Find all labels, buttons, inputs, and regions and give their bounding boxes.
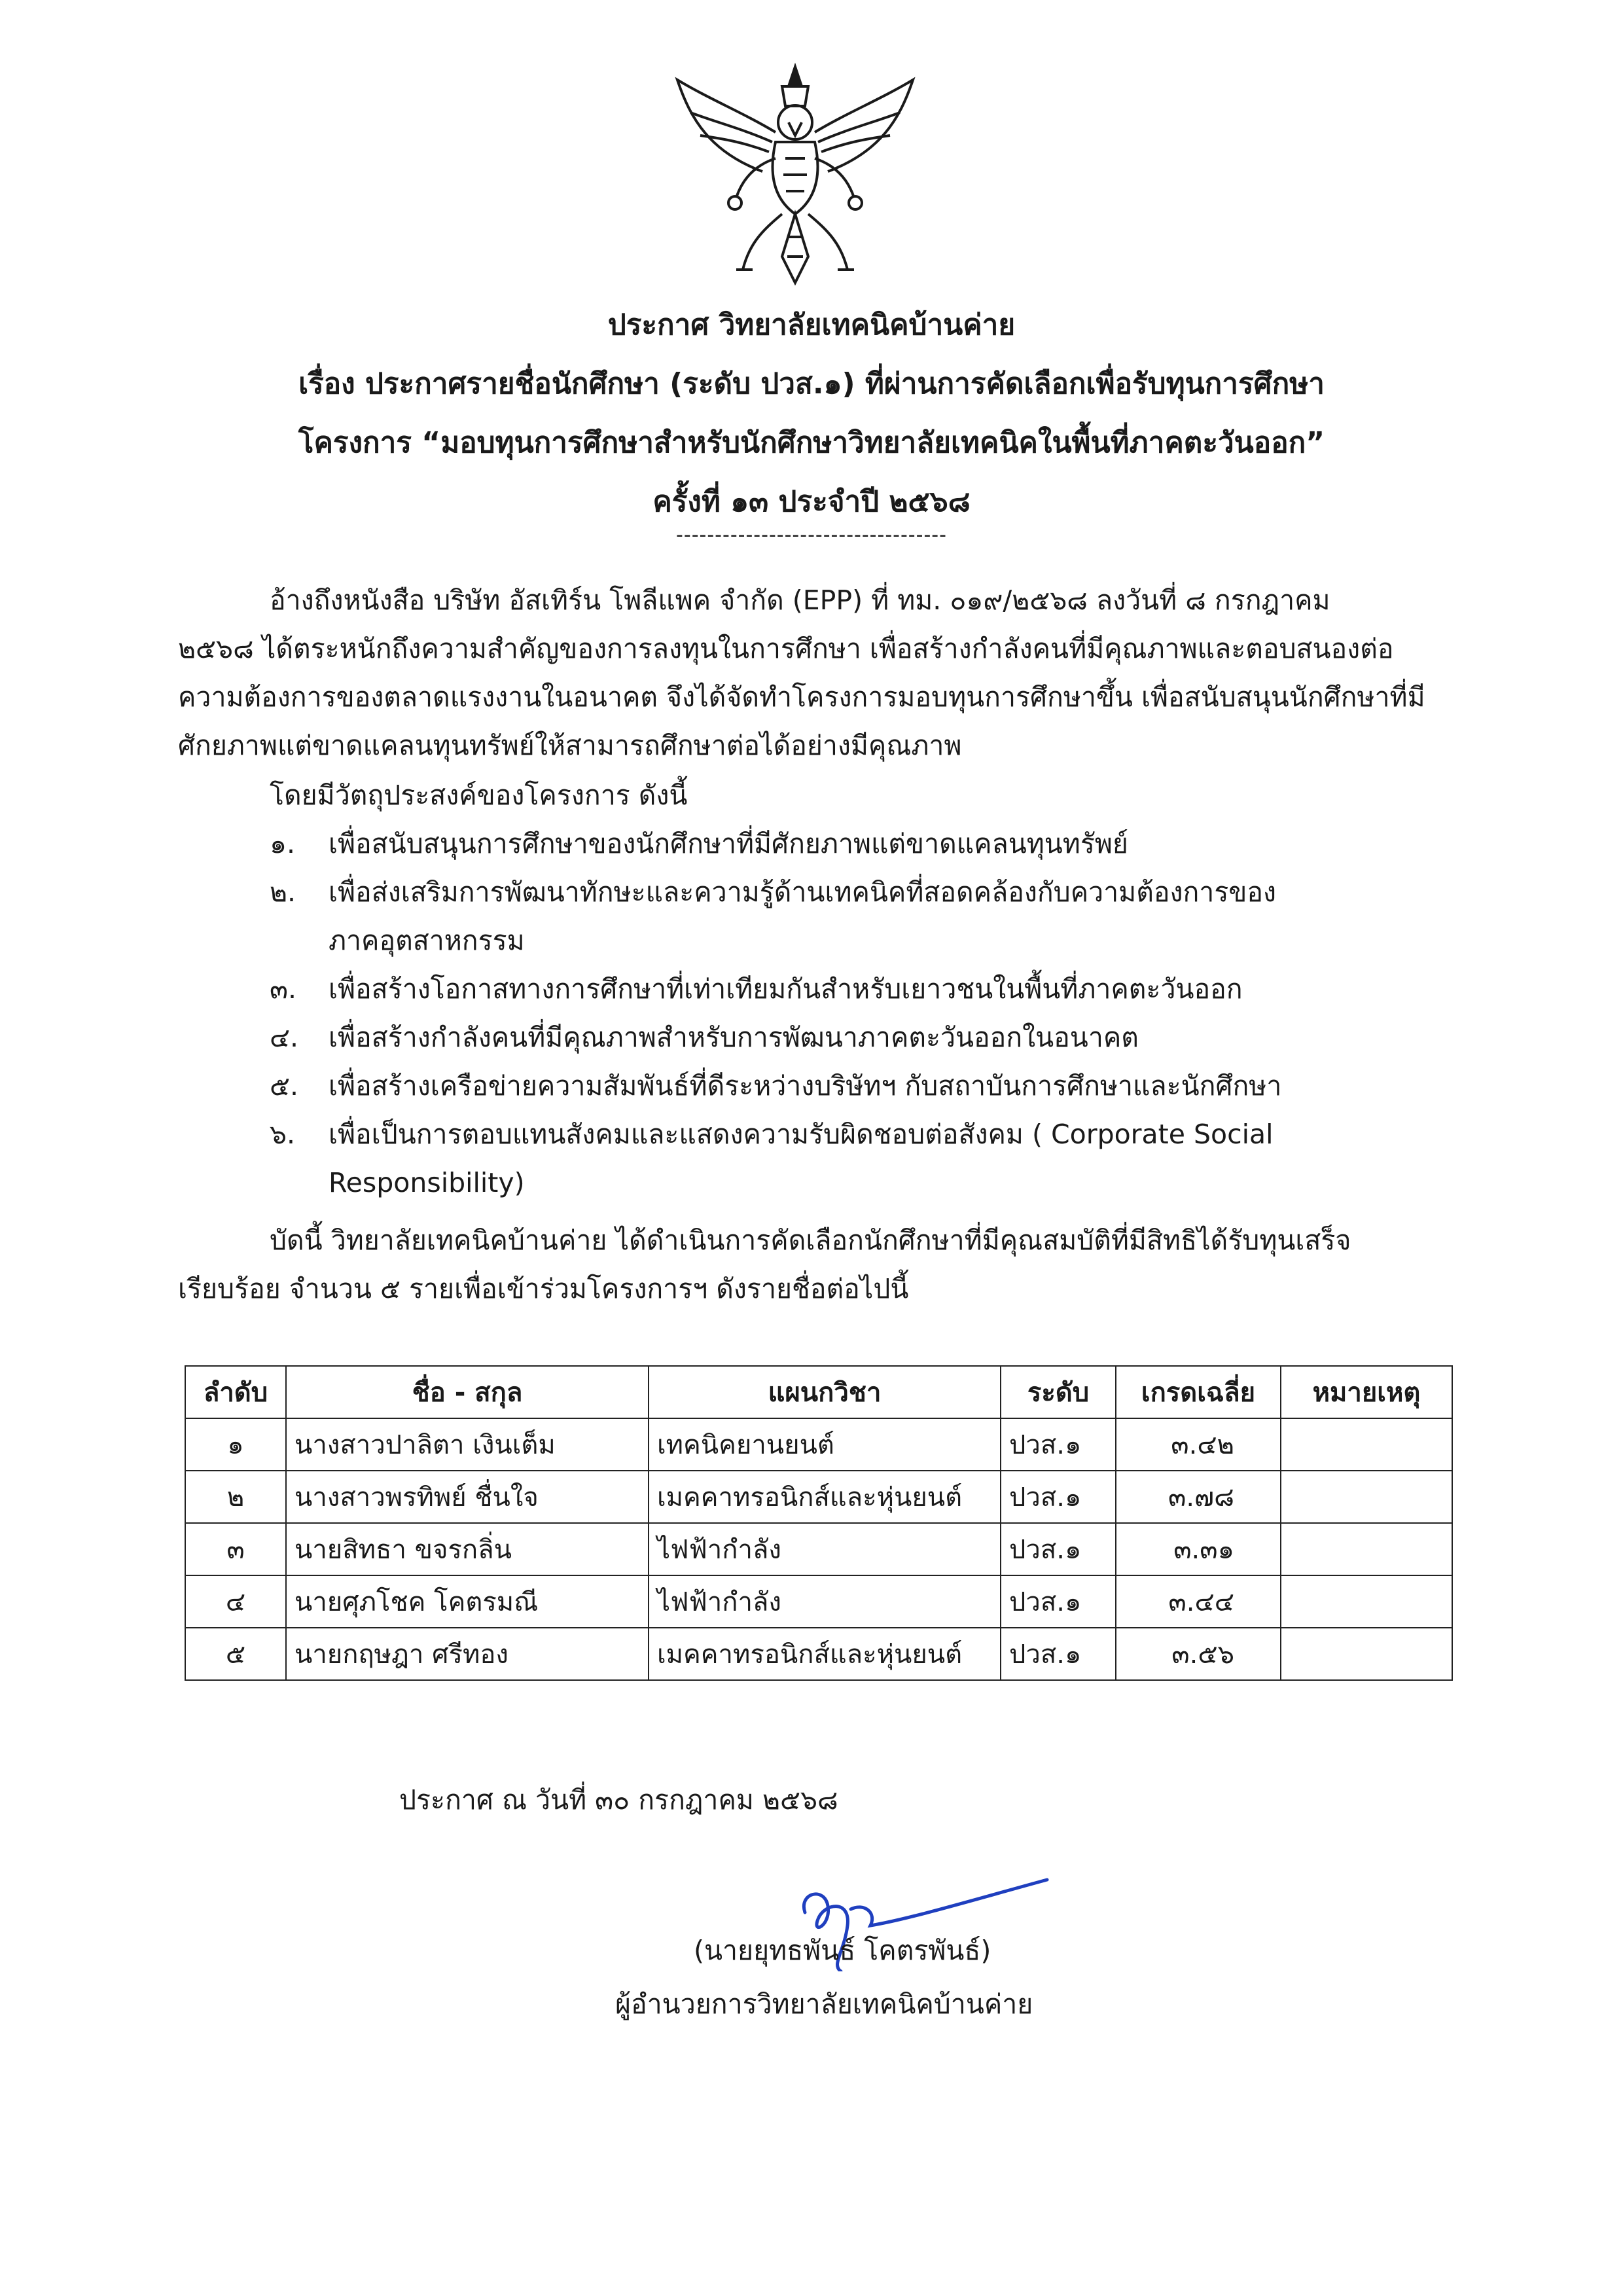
objective-continuation: ภาคอุตสาหกรรม [329, 925, 525, 956]
cell-name: นายกฤษฎา ศรีทอง [286, 1628, 649, 1680]
intro-line: ศักยภาพแต่ขาดแคลนทุนทรัพย์ให้สามารถศึกษาต่อได้อย่างมีคุณภาพ [178, 730, 962, 761]
objective-text: เพื่อเป็นการตอบแทนสังคมและแสดงความรับผิดชอบต่อสังคม ( Corporate Social [329, 1119, 1274, 1150]
scholarship-table [185, 1365, 1453, 1681]
cell-no: ๑ [185, 1418, 286, 1471]
header-level: ระดับ [1001, 1366, 1116, 1418]
objective-number: ๓. [270, 973, 297, 1005]
intro-line: ความต้องการของตลาดแรงงานในอนาคต จึงได้จัดทำโครงการมอบทุนการศึกษาขึ้น เพื่อสนับสนุนนักศึกษาที่มี [178, 681, 1425, 713]
announcement-title: ประกาศ วิทยาลัยเทคนิคบ้านค่าย [607, 308, 1016, 342]
objective-text: เพื่อสร้างกำลังคนที่มีคุณภาพสำหรับการพัฒนาภาคตะวันออกในอนาคต [329, 1022, 1139, 1053]
table-row [185, 1628, 1452, 1680]
objective-number: ๑. [270, 828, 296, 859]
cell-name: นางสาวปาลิตา เงินเต็ม [286, 1418, 649, 1471]
conclusion-line: บัดนี้ วิทยาลัยเทคนิคบ้านค่าย ได้ดำเนินการคัดเลือกนักศึกษาที่มีคุณสมบัติที่มีสิทธิได้รับทุนเสร็จ [270, 1225, 1351, 1256]
cell-name: นายสิทธา ขจรกลิ่น [286, 1523, 649, 1575]
cell-level: ปวส.๑ [1001, 1575, 1116, 1628]
table-row [185, 1471, 1452, 1523]
objective-number: ๒. [270, 876, 296, 908]
objective-number: ๔. [270, 1022, 299, 1053]
cell-gpa: ๓.๕๖ [1116, 1628, 1281, 1680]
header-no: ลำดับ [185, 1366, 286, 1418]
cell-note [1281, 1628, 1452, 1680]
cell-dept: ไฟฟ้ากำลัง [649, 1575, 1001, 1628]
header-note: หมายเหตุ [1281, 1366, 1452, 1418]
table-row [185, 1575, 1452, 1628]
cell-level: ปวส.๑ [1001, 1471, 1116, 1523]
garuda-emblem-icon [664, 60, 926, 296]
cell-dept: ไฟฟ้ากำลัง [649, 1523, 1001, 1575]
cell-no: ๓ [185, 1523, 286, 1575]
signer-title: ผู้อำนวยการวิทยาลัยเทคนิคบ้านค่าย [615, 1988, 1033, 2020]
cell-note [1281, 1523, 1452, 1575]
intro-line: อ้างถึงหนังสือ บริษัท อัสเทิร์น โพลีแพค จำกัด (EPP) ที่ ทม. ๐๑๙/๒๕๖๘ ลงวันที่ ๘ กรกฎาคม [270, 584, 1330, 616]
cell-name: นายศุภโชค โคตรมณี [286, 1575, 649, 1628]
conclusion-line: เรียบร้อย จำนวน ๕ รายเพื่อเข้าร่วมโครงการฯ ดังรายชื่อต่อไปนี้ [178, 1273, 909, 1304]
cell-gpa: ๓.๗๘ [1116, 1471, 1281, 1523]
cell-dept: เมคคาทรอนิกส์และหุ่นยนต์ [649, 1471, 1001, 1523]
cell-name: นางสาวพรทิพย์ ชื่นใจ [286, 1471, 649, 1523]
cell-level: ปวส.๑ [1001, 1418, 1116, 1471]
project-name: โครงการ “มอบทุนการศึกษาสำหรับนักศึกษาวิทยาลัยเทคนิคในพื้นที่ภาคตะวันออก” [298, 426, 1325, 459]
cell-level: ปวส.๑ [1001, 1628, 1116, 1680]
announcement-date: ประกาศ ณ วันที่ ๓๐ กรกฎาคม ๒๕๖๘ [399, 1784, 838, 1816]
intro-paragraph [178, 576, 1441, 770]
header-name: ชื่อ - สกุล [286, 1366, 649, 1418]
objective-number: ๕. [270, 1070, 299, 1102]
cell-no: ๒ [185, 1471, 286, 1523]
cell-gpa: ๓.๔๒ [1116, 1418, 1281, 1471]
objective-item [270, 819, 1128, 868]
objective-item [270, 965, 1243, 1013]
cell-gpa: ๓.๓๑ [1116, 1523, 1281, 1575]
intro-line: ๒๕๖๘ ได้ตระหนักถึงความสำคัญของการลงทุนในการศึกษา เพื่อสร้างกำลังคนที่มีคุณภาพและตอบสนองต่อ [178, 633, 1394, 664]
cell-level: ปวส.๑ [1001, 1523, 1116, 1575]
objective-item [270, 1013, 1139, 1062]
cell-no: ๔ [185, 1575, 286, 1628]
objective-text: เพื่อสร้างโอกาสทางการศึกษาที่เท่าเทียมกันสำหรับเยาวชนในพื้นที่ภาคตะวันออก [329, 973, 1243, 1005]
objective-number: ๖. [270, 1119, 296, 1150]
header-dept: แผนกวิชา [649, 1366, 1001, 1418]
objective-item [270, 1062, 1281, 1110]
objective-text: เพื่อสร้างเครือข่ายความสัมพันธ์ที่ดีระหว่างบริษัทฯ กับสถาบันการศึกษาและนักศึกษา [329, 1070, 1282, 1102]
cell-dept: เทคนิคยานยนต์ [649, 1418, 1001, 1471]
header-divider: ----------------------------------- [676, 524, 947, 547]
cell-note [1281, 1418, 1452, 1471]
objective-item [270, 868, 1276, 916]
objectives-intro: โดยมีวัตถุประสงค์ของโครงการ ดังนี้ [270, 780, 688, 811]
project-round: ครั้งที่ ๑๓ ประจำปี ๒๕๖๘ [652, 485, 971, 518]
cell-no: ๕ [185, 1628, 286, 1680]
cell-gpa: ๓.๔๔ [1116, 1575, 1281, 1628]
cell-dept: เมคคาทรอนิกส์และหุ่นยนต์ [649, 1628, 1001, 1680]
table-header-row [185, 1366, 1452, 1418]
cell-note [1281, 1471, 1452, 1523]
objective-continuation: Responsibility) [329, 1167, 525, 1198]
cell-note [1281, 1575, 1452, 1628]
table-row [185, 1523, 1452, 1575]
objective-text: เพื่อสนับสนุนการศึกษาของนักศึกษาที่มีศักยภาพแต่ขาดแคลนทุนทรัพย์ [329, 828, 1128, 859]
signer-name: (นายยุทธพันธ์ โคตรพันธ์) [694, 1935, 991, 1966]
announcement-subject: เรื่อง ประกาศรายชื่อนักศึกษา (ระดับ ปวส.๑) ที่ผ่านการคัดเลือกเพื่อรับทุนการศึกษา [298, 367, 1325, 401]
objective-item [270, 1110, 1274, 1158]
header-gpa: เกรดเฉลี่ย [1116, 1366, 1281, 1418]
table-row [185, 1418, 1452, 1471]
objective-text: เพื่อส่งเสริมการพัฒนาทักษะและความรู้ด้านเทคนิคที่สอดคล้องกับความต้องการของ [329, 876, 1277, 908]
